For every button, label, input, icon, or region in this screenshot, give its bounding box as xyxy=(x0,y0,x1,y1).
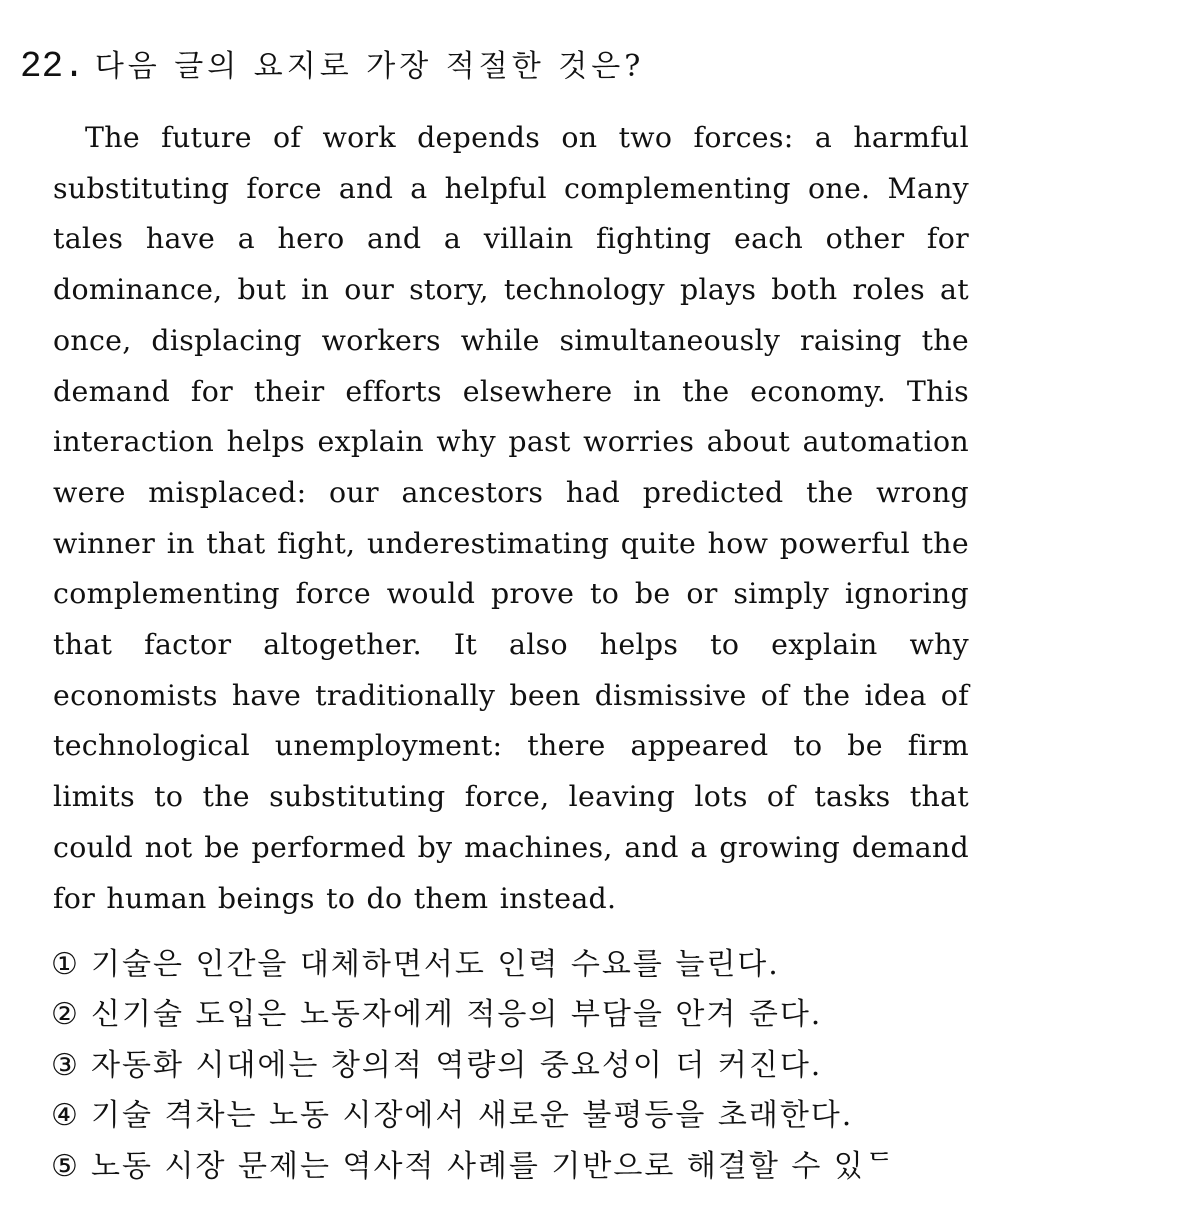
question-number: 22. xyxy=(20,46,85,87)
reading-passage: The future of work depends on two forces: a harmful substituting force and a helpful complementing one. Many tales have a hero and a villain fighting each other for dominance, but in our story, technology plays both roles at once, displacing workers while simultaneously raising the demand for their efforts elsewhere in the economy. This interaction helps explain why past worries about automation were misplaced: our ancestors had predicted the wrong winner in that fight, underestimating quite how powerful the complementing force would prove to be or simply ignoring that factor altogether. It also helps to explain why economists have traditionally been dismissive of the idea of technological unemployment: there appeared to be firm limits to the substituting force, leaving lots of tasks that could not be performed by machines, and a growing demand for human beings to do them instead. xyxy=(53,121,969,915)
choice-text: 노동 시장 문제는 역사적 사례를 기반으로 해결할 수 있ᄃ xyxy=(91,1148,896,1184)
choice-text: 기술은 인간을 대체하면서도 인력 수요를 늘린다. xyxy=(91,947,780,982)
answer-choices xyxy=(51,940,1051,1192)
choice-marker: ③ xyxy=(51,1047,80,1083)
choice-marker: ④ xyxy=(51,1098,80,1134)
choice-text: 신기술 도입은 노동자에게 적응의 부담을 안겨 준다. xyxy=(91,997,823,1033)
answer-choice-5[interactable] xyxy=(51,1142,1051,1192)
answer-choice-2[interactable] xyxy=(51,990,1051,1040)
choice-marker: ⑤ xyxy=(51,1148,80,1184)
answer-choice-3[interactable] xyxy=(51,1041,1051,1091)
answer-choice-1[interactable] xyxy=(51,940,1051,990)
question-header xyxy=(20,42,1180,96)
choice-marker: ② xyxy=(51,997,80,1033)
question-prompt: 다음 글의 요지로 가장 적절한 것은? xyxy=(94,49,645,84)
choice-text: 자동화 시대에는 창의적 역량의 중요성이 더 커진다. xyxy=(91,1047,823,1083)
answer-choice-4[interactable] xyxy=(51,1091,1051,1141)
choice-text: 기술 격차는 노동 시장에서 새로운 불평등을 초래한다. xyxy=(91,1098,854,1134)
choice-marker: ① xyxy=(51,947,80,982)
